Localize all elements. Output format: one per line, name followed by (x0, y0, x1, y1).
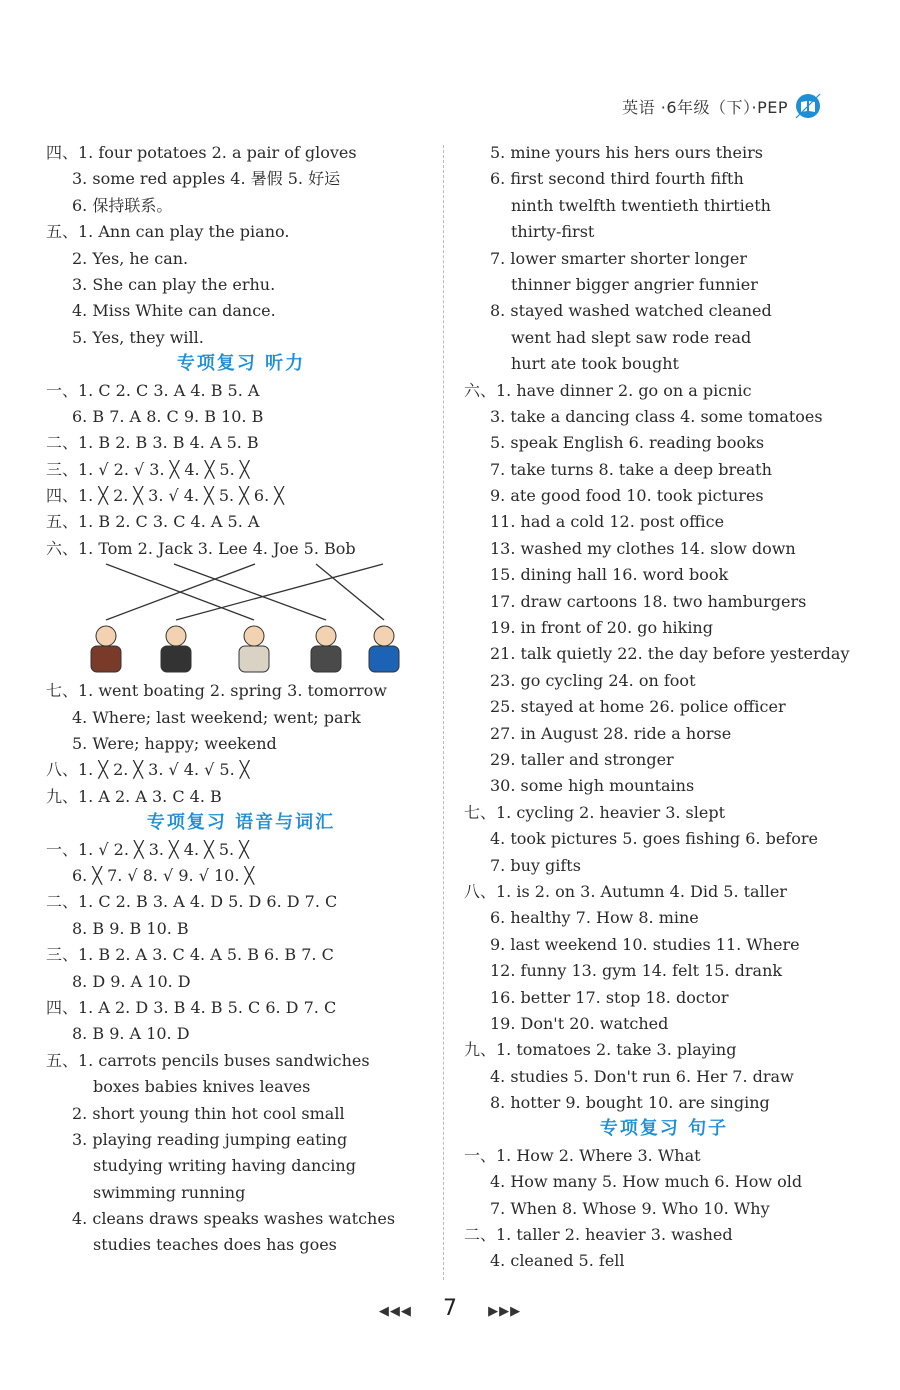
answer-line: swimming running (93, 1182, 246, 1202)
answer-line: 12. funny 13. gym 14. felt 15. drank (490, 961, 783, 981)
answer-line: 6. B 7. A 8. C 9. B 10. B (72, 406, 264, 426)
left-column (46, 140, 436, 1259)
right-column (464, 140, 864, 1275)
answer-line: 七、1. cycling 2. heavier 3. slept (464, 802, 726, 822)
answer-line: 15. dining hall 16. word book (490, 565, 729, 585)
answer-line: 5. mine yours his hers ours theirs (490, 143, 763, 162)
answer-line: 六、1. Tom 2. Jack 3. Lee 4. Joe 5. Bob (46, 538, 356, 558)
matching-illustration (46, 562, 436, 678)
answer-line: 3. some red apples 4. 暑假 5. 好运 (72, 169, 341, 189)
answer-line: 6. first second third fourth fifth (490, 169, 744, 189)
page-number: 7 (443, 1296, 457, 1321)
answer-line: 21. talk quietly 22. the day before yesterday (490, 644, 850, 664)
column-divider (443, 145, 444, 1280)
answer-line: boxes babies knives leaves (93, 1077, 311, 1097)
answer-line: 19. Don't 20. watched (490, 1013, 669, 1033)
answer-line: 5. speak English 6. reading books (490, 433, 765, 453)
answer-line: 2. short young thin hot cool small (72, 1103, 345, 1123)
answer-line: 一、1. C 2. C 3. A 4. B 5. A (46, 380, 260, 400)
section-title: 专项复习 语音与词汇 (146, 812, 336, 834)
answer-line: 一、1. √ 2. ╳ 3. ╳ 4. ╳ 5. ╳ (46, 839, 249, 859)
answer-line: studies teaches does has goes (93, 1235, 337, 1255)
section-title: 专项复习 句子 (599, 1118, 729, 1140)
answer-line: 四、1. A 2. D 3. B 4. B 5. C 6. D 7. C (46, 997, 337, 1017)
next-arrows-icon: ▶▶▶ (488, 1304, 522, 1319)
answer-line: studying writing having dancing (93, 1156, 356, 1176)
answer-line: 8. B 9. B 10. B (72, 918, 189, 938)
answer-line: 4. cleaned 5. fell (490, 1251, 625, 1271)
answer-line: 27. in August 28. ride a horse (490, 723, 732, 743)
answer-line: 25. stayed at home 26. police officer (490, 697, 786, 717)
answer-line: 8. stayed washed watched cleaned (490, 301, 772, 321)
answer-line: 8. B 9. A 10. D (72, 1024, 190, 1044)
answer-line: 三、1. B 2. A 3. C 4. A 5. B 6. B 7. C (46, 945, 334, 965)
answer-line: 30. some high mountains (490, 776, 695, 796)
answer-line: 5. Yes, they will. (72, 327, 204, 347)
answer-line: 二、1. B 2. B 3. B 4. A 5. B (46, 433, 259, 453)
answer-line: 一、1. How 2. Where 3. What (464, 1145, 701, 1165)
answer-line: 29. taller and stronger (490, 749, 674, 769)
answer-line: 四、1. ╳ 2. ╳ 3. √ 4. ╳ 5. ╳ 6. ╳ (46, 486, 284, 506)
answer-line: 6. ╳ 7. √ 8. √ 9. √ 10. ╳ (72, 865, 255, 885)
reading-boy-icon (161, 626, 191, 672)
answer-line: 8. D 9. A 10. D (72, 971, 191, 991)
answer-line: 3. playing reading jumping eating (72, 1129, 348, 1149)
header-title: 英语 ·6年级（下）·PEP (622, 97, 788, 117)
page-footer (0, 1296, 900, 1321)
answer-line: 6. healthy 7. How 8. mine (490, 908, 699, 928)
answer-line: 3. She can play the erhu. (72, 274, 276, 294)
answer-line: 6. 保持联系。 (72, 195, 173, 215)
match-line (174, 564, 326, 620)
answer-line: 7. When 8. Whose 9. Who 10. Why (490, 1198, 770, 1218)
answer-line: 23. go cycling 24. on foot (490, 670, 696, 690)
answer-line: 八、1. ╳ 2. ╳ 3. √ 4. √ 5. ╳ (46, 760, 250, 780)
page-header (622, 92, 822, 120)
answer-line: 4. Miss White can dance. (72, 301, 276, 321)
answer-line: 11. had a cold 12. post office (490, 512, 725, 532)
group-figure-icon (311, 626, 341, 672)
answer-line: 9. ate good food 10. took pictures (490, 486, 764, 506)
answer-line: 五、1. B 2. C 3. C 4. A 5. A (46, 512, 260, 532)
answer-line: 三、1. √ 2. √ 3. ╳ 4. ╳ 5. ╳ (46, 459, 250, 479)
answer-line: thinner bigger angrier funnier (511, 274, 758, 294)
answer-line: 二、1. taller 2. heavier 3. washed (464, 1225, 733, 1245)
answer-line: 4. How many 5. How much 6. How old (490, 1172, 803, 1192)
answer-line: 四、1. four potatoes 2. a pair of gloves (46, 143, 357, 162)
answer-line: 7. take turns 8. take a deep breath (490, 459, 772, 479)
answer-line: 19. in front of 20. go hiking (490, 618, 713, 638)
answer-line: 8. hotter 9. bought 10. are singing (490, 1093, 770, 1113)
answer-line: 5. Were; happy; weekend (72, 734, 277, 754)
pirate-figure-icon (91, 626, 121, 672)
match-line (176, 564, 383, 620)
girl-figure-icon (239, 626, 269, 672)
answer-line: hurt ate took bought (511, 354, 679, 374)
section-title: 专项复习 听力 (176, 353, 306, 375)
answer-line: went had slept saw rode read (511, 327, 752, 347)
answer-line: 九、1. A 2. A 3. C 4. B (46, 786, 222, 806)
soccer-boy-icon (369, 626, 399, 672)
matching-lines (46, 562, 436, 678)
answer-line: 七、1. went boating 2. spring 3. tomorrow (46, 681, 387, 701)
answer-line: 九、1. tomatoes 2. take 3. playing (464, 1040, 737, 1060)
answer-line: 17. draw cartoons 18. two hamburgers (490, 591, 807, 611)
answer-line: 4. Where; last weekend; went; park (72, 707, 361, 727)
answer-line: 2. Yes, he can. (72, 248, 189, 268)
prev-arrows-icon: ◀◀◀ (378, 1304, 412, 1319)
answer-line: 4. studies 5. Don't run 6. Her 7. draw (490, 1066, 794, 1086)
book-logo-icon (794, 92, 822, 120)
answer-line: 9. last weekend 10. studies 11. Where (490, 934, 800, 954)
answer-line: 16. better 17. stop 18. doctor (490, 987, 729, 1007)
answer-line: ninth twelfth twentieth thirtieth (511, 195, 771, 215)
answer-line: 二、1. C 2. B 3. A 4. D 5. D 6. D 7. C (46, 892, 338, 912)
answer-line: thirty-first (511, 222, 595, 242)
answer-line: 7. lower smarter shorter longer (490, 248, 748, 268)
answer-line: 五、1. Ann can play the piano. (46, 222, 290, 242)
answer-line: 八、1. is 2. on 3. Autumn 4. Did 5. taller (464, 881, 787, 901)
answer-line: 7. buy gifts (490, 855, 581, 875)
answer-line: 13. washed my clothes 14. slow down (490, 538, 796, 558)
answer-line: 4. took pictures 5. goes fishing 6. before (490, 829, 818, 849)
answer-line: 3. take a dancing class 4. some tomatoes (490, 406, 823, 426)
answer-line: 4. cleans draws speaks washes watches (72, 1209, 396, 1229)
answer-line: 六、1. have dinner 2. go on a picnic (464, 380, 752, 400)
answer-line: 五、1. carrots pencils buses sandwiches (46, 1050, 370, 1070)
